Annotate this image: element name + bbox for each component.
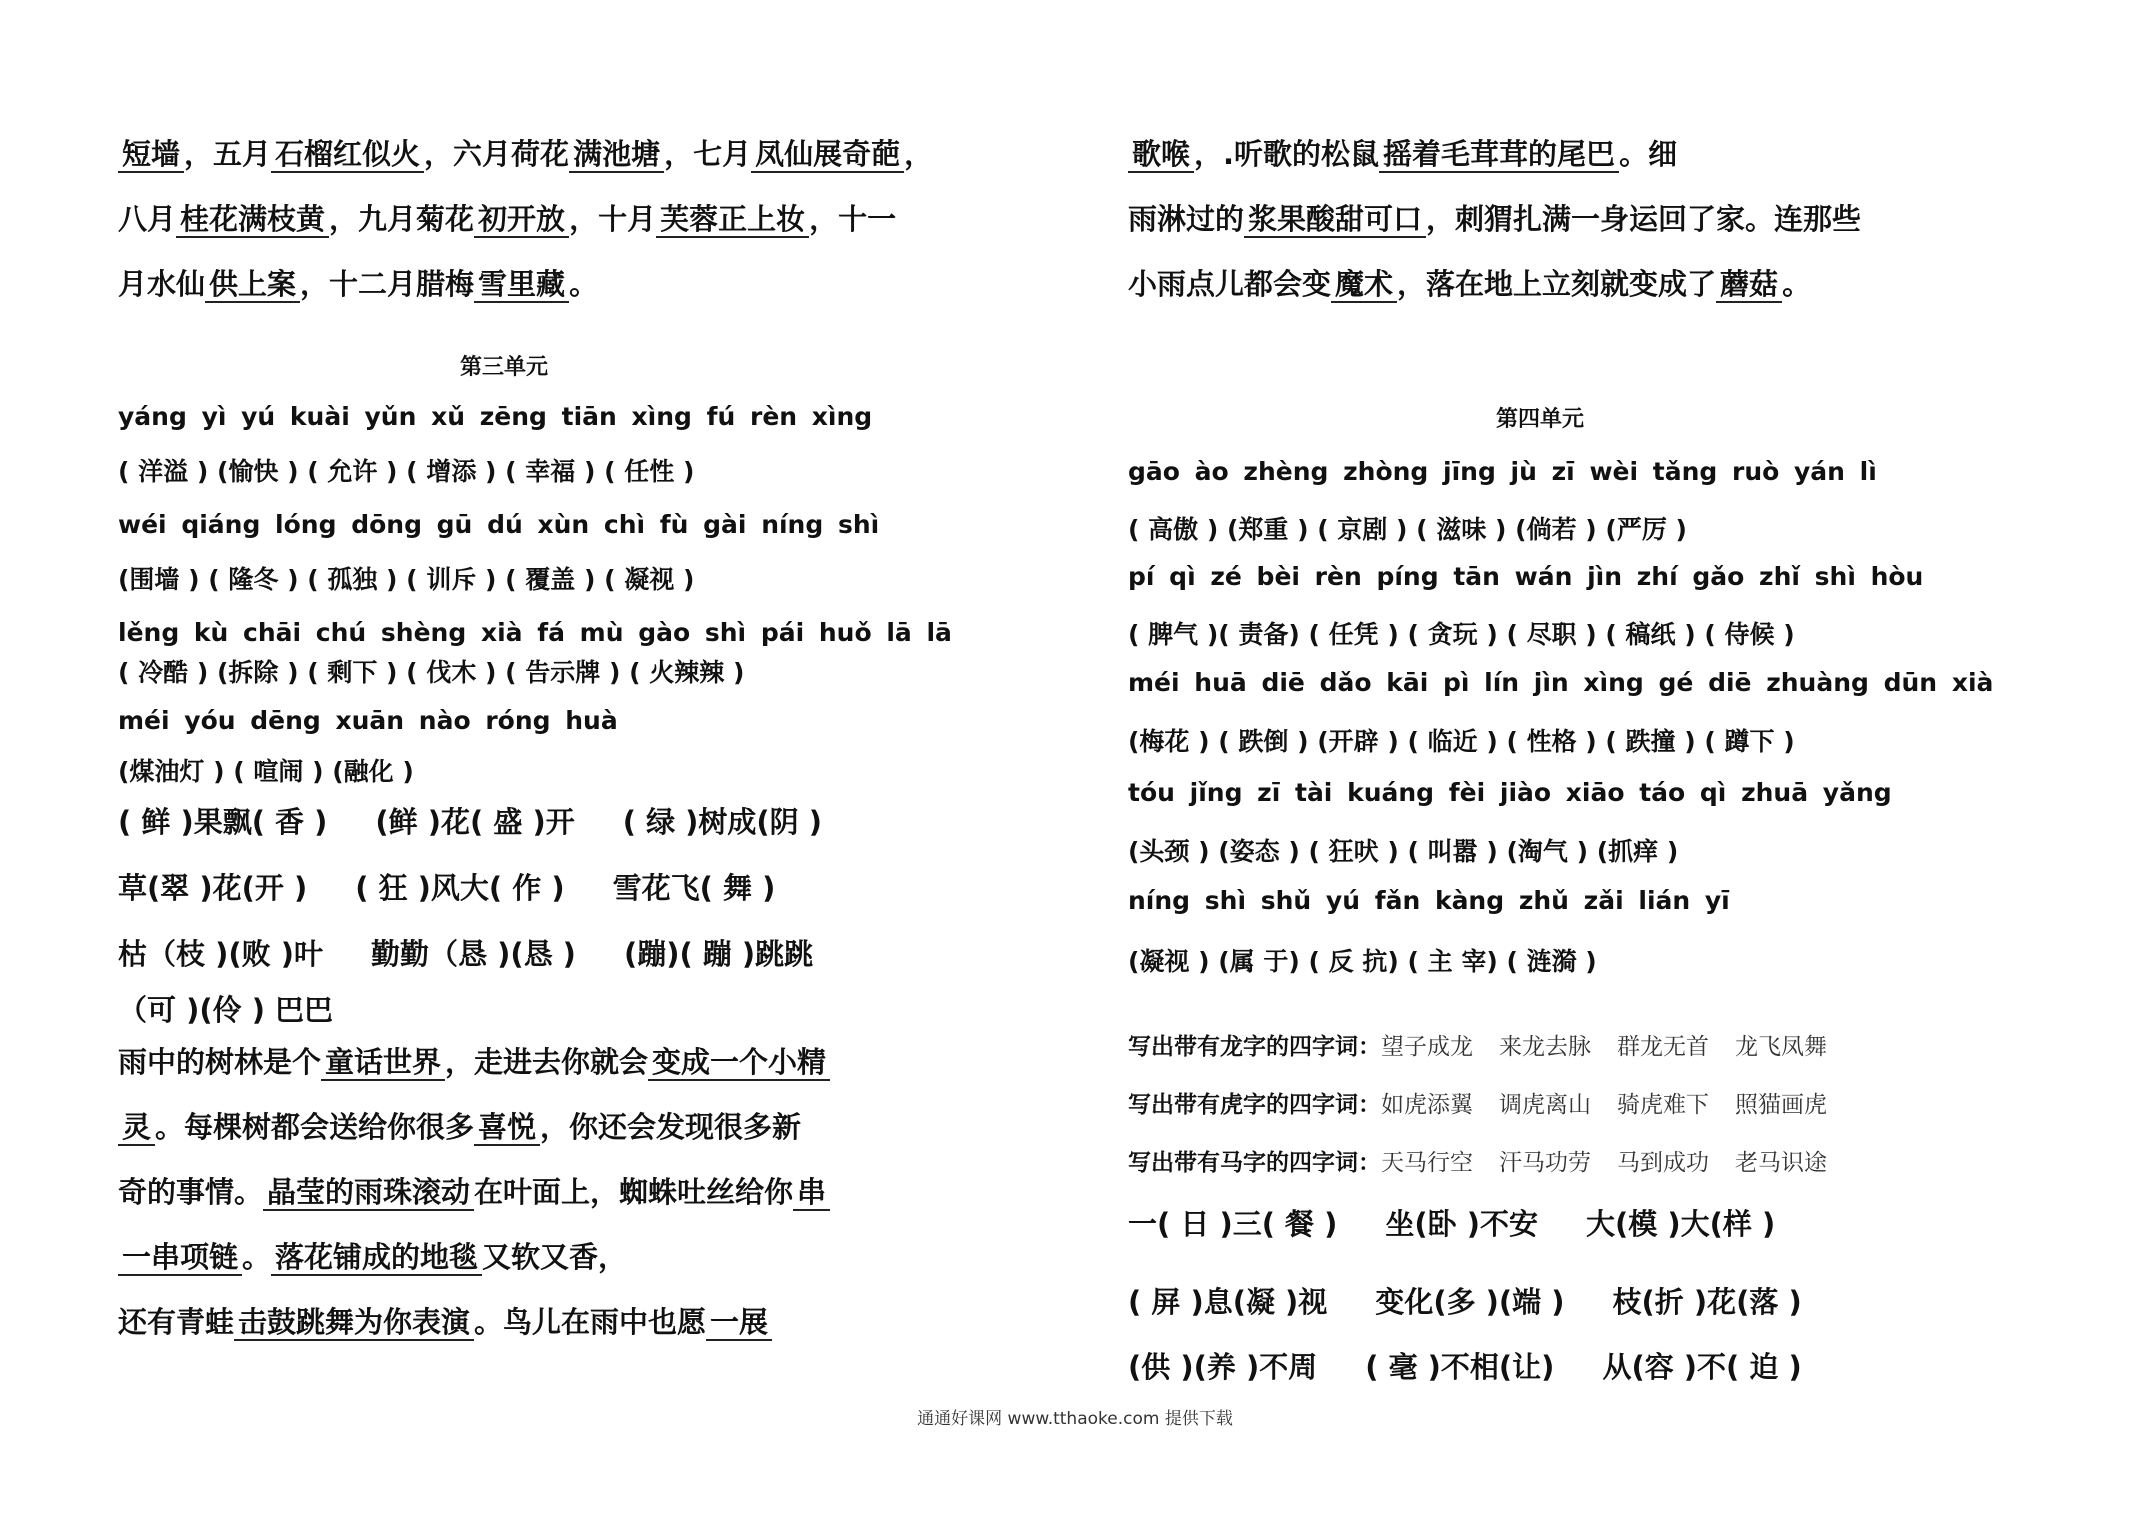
four-char-row	[1128, 1028, 1853, 1061]
answer-blank: 雪里藏	[474, 268, 569, 303]
passage-text: ，走进去你就会	[445, 1045, 649, 1079]
pinyin-row: tóu jǐng zī tài kuáng fèi jiào xiāo táo qì zhuā yǎng	[1128, 778, 1892, 807]
hanzi-row: ( 洋溢 ) (愉快 ) ( 允许 ) ( 增添 ) ( 幸福 ) ( 任性 )	[118, 457, 695, 486]
answer-blank: 蘑菇	[1716, 268, 1782, 303]
idiom-item: 大(模 )大(样 )	[1586, 1207, 1776, 1241]
four-char-word: 龙飞凤舞	[1735, 1034, 1827, 1060]
passage-text: ，九月菊花	[329, 202, 475, 236]
rain-line	[1128, 132, 1677, 173]
pinyin-row: méi huā diē dǎo kāi pì lín jìn xìng gé diē zhuàng dūn xià	[1128, 668, 1994, 697]
answer-blank: 供上案	[205, 268, 300, 303]
idiom-item: 一( 日 )三( 餐 )	[1128, 1207, 1338, 1241]
passage-text: ，.听歌的松鼠	[1194, 137, 1380, 171]
unit-three-title: 第三单元	[460, 355, 549, 380]
answer-blank: 一展	[706, 1306, 772, 1341]
pinyin-row: méi yóu dēng xuān nào róng huà	[118, 706, 618, 735]
passage-text: 。	[1782, 267, 1812, 301]
four-char-word: 望子成龙	[1381, 1034, 1473, 1060]
rainforest-line	[118, 1040, 830, 1081]
pinyin-row: níng shì shǔ yú fǎn kàng zhǔ zǎi lián yī	[1128, 886, 1730, 915]
hanzi-row: (梅花 ) ( 跌倒 ) (开辟 ) ( 临近 ) ( 性格 ) ( 跌撞 ) ( 蹲下 )	[1128, 727, 1795, 756]
idiom-item: ( 毫 )不相(让)	[1365, 1350, 1555, 1384]
hanzi-row: ( 冷酷 ) (拆除 ) ( 剩下 ) ( 伐木 ) ( 告示牌 ) ( 火辣辣 )	[118, 658, 745, 687]
passage-text: 雨中的树林是个	[118, 1045, 322, 1079]
passage-text: ，	[904, 137, 934, 171]
idiom-item: （可 )(伶 ) 巴巴	[118, 993, 334, 1027]
passage-text: 又软又香，	[482, 1240, 628, 1274]
answer-blank: 初开放	[474, 203, 569, 238]
hanzi-row: ( 脾气 )( 责备) ( 任凭 ) ( 贪玩 ) ( 尽职 ) ( 稿纸 ) ( 侍候 )	[1128, 620, 1795, 649]
passage-text: 在叶面上，蜘蛛吐丝给你	[474, 1175, 794, 1209]
hanzi-row: (煤油灯 ) ( 喧闹 ) (融化 )	[118, 757, 414, 786]
rain-line	[1128, 197, 1861, 238]
idiom-item: (供 )(养 )不周	[1128, 1350, 1318, 1384]
answer-blank: 摇着毛茸茸的尾巴	[1379, 138, 1619, 173]
passage-text: 八月	[118, 202, 177, 236]
answer-blank: 芙蓉正上妆	[656, 203, 809, 238]
idiom-item: 草(翠 )花(开 )	[118, 871, 308, 905]
months-line	[118, 197, 896, 238]
passage-text: 奇的事情。	[118, 1175, 264, 1209]
four-char-word: 老马识途	[1735, 1150, 1827, 1176]
answer-blank: 石榴红似火	[271, 138, 424, 173]
four-char-row	[1128, 1086, 1853, 1119]
four-char-word: 马到成功	[1617, 1150, 1709, 1176]
idiom-item: ( 绿 )树成(阴 )	[622, 805, 823, 839]
idiom-item: 坐(卧 )不安	[1385, 1207, 1539, 1241]
idiom-row	[1128, 1345, 1850, 1386]
idiom-item: 枝(折 )花(落 )	[1612, 1285, 1802, 1319]
passage-text: ，五月	[184, 137, 272, 171]
passage-text: 。鸟儿在雨中也愿	[474, 1305, 707, 1339]
four-char-label: 写出带有虎字的四字词：	[1128, 1092, 1381, 1118]
passage-text: 小雨点儿都会变	[1128, 267, 1332, 301]
rain-line	[1128, 262, 1811, 303]
passage-text: 月水仙	[118, 267, 206, 301]
answer-blank: 凤仙展奇葩	[751, 138, 904, 173]
hanzi-row: (围墙 ) ( 隆冬 ) ( 孤独 ) ( 训斥 ) ( 覆盖 ) ( 凝视 )	[118, 565, 695, 594]
idiom-item: ( 鲜 )果飘( 香 )	[118, 805, 328, 839]
idiom-item: ( 屏 )息(凝 )视	[1128, 1285, 1328, 1319]
answer-blank: 满池塘	[569, 138, 664, 173]
idiom-item: ( 狂 )风大( 作 )	[355, 871, 565, 905]
four-char-label: 写出带有马字的四字词：	[1128, 1150, 1381, 1176]
rainforest-line	[118, 1105, 801, 1146]
answer-blank: 击鼓跳舞为你表演	[234, 1306, 474, 1341]
passage-text: 。细	[1619, 137, 1678, 171]
answer-blank: 桂花满枝黄	[176, 203, 329, 238]
footer-credit: 通通好课网 www.tthaoke.com 提供下载	[917, 1409, 1233, 1429]
passage-text: 。	[242, 1240, 272, 1274]
rainforest-line	[118, 1235, 627, 1276]
passage-text: ，你还会发现很多新	[540, 1110, 802, 1144]
answer-blank: 变成一个小精	[648, 1046, 830, 1081]
four-char-word: 来龙去脉	[1499, 1034, 1591, 1060]
months-line	[118, 262, 598, 303]
passage-text: 。每棵树都会送给你很多	[155, 1110, 475, 1144]
idiom-row	[118, 800, 870, 841]
pinyin-row: wéi qiáng lóng dōng gū dú xùn chì fù gài níng shì	[118, 510, 880, 539]
answer-blank: 短墙	[118, 138, 184, 173]
rainforest-line	[118, 1170, 830, 1211]
idiom-item: 变化(多 )(端 )	[1375, 1285, 1565, 1319]
answer-blank: 晶莹的雨珠滚动	[263, 1176, 474, 1211]
passage-text: ，刺猬扎满一身运回了家。连那些	[1426, 202, 1862, 236]
four-char-word: 群龙无首	[1617, 1034, 1709, 1060]
idiom-item: 勤勤（恳 )(恳 )	[370, 937, 576, 971]
idiom-row	[118, 866, 823, 907]
four-char-word: 骑虎难下	[1617, 1092, 1709, 1118]
idiom-item: (蹦)( 蹦 )跳跳	[623, 937, 814, 971]
pinyin-row: yáng yì yú kuài yǔn xǔ zēng tiān xìng fú rèn xìng	[118, 402, 873, 431]
months-line	[118, 132, 933, 173]
hanzi-row: (凝视 ) (属 于) ( 反 抗) ( 主 宰) ( 涟漪 )	[1128, 947, 1597, 976]
passage-text: 雨淋过的	[1128, 202, 1245, 236]
pinyin-row: pí qì zé bèi rèn píng tān wán jìn zhí gǎo zhǐ shì hòu	[1128, 562, 1924, 591]
four-char-word: 调虎离山	[1499, 1092, 1591, 1118]
four-char-word: 如虎添翼	[1381, 1092, 1473, 1118]
answer-blank: 灵	[118, 1111, 155, 1146]
hanzi-row: ( 高傲 ) (郑重 ) ( 京剧 ) ( 滋味 ) (倘若 ) (严厉 )	[1128, 515, 1687, 544]
idiom-row	[118, 988, 381, 1029]
answer-blank: 浆果酸甜可口	[1244, 203, 1426, 238]
idiom-row	[1128, 1202, 1823, 1243]
passage-text: ，十一	[809, 202, 897, 236]
passage-text: ，十月	[569, 202, 657, 236]
passage-text: ，六月荷花	[424, 137, 570, 171]
four-char-word: 照猫画虎	[1735, 1092, 1827, 1118]
answer-blank: 落花铺成的地毯	[271, 1241, 482, 1276]
hanzi-row: (头颈 ) (姿态 ) ( 狂吠 ) ( 叫嚣 ) (淘气 ) (抓痒 )	[1128, 837, 1679, 866]
answer-blank: 喜悦	[474, 1111, 540, 1146]
idiom-item: 雪花飞( 舞 )	[612, 871, 776, 905]
answer-blank: 串	[793, 1176, 830, 1211]
idiom-item: (鲜 )花( 盛 )开	[375, 805, 575, 839]
pinyin-row: lěng kù chāi chú shèng xià fá mù gào shì pái huǒ lā lā	[118, 618, 952, 647]
idiom-item: 从(容 )不( 迫 )	[1602, 1350, 1802, 1384]
answer-blank: 魔术	[1331, 268, 1397, 303]
answer-blank: 歌喉	[1128, 138, 1194, 173]
passage-text: 还有青蛙	[118, 1305, 235, 1339]
idiom-row	[1128, 1280, 1850, 1321]
passage-text: ，十二月腊梅	[300, 267, 475, 301]
idiom-row	[118, 932, 861, 973]
four-char-label: 写出带有龙字的四字词：	[1128, 1034, 1381, 1060]
pinyin-row: gāo ào zhèng zhòng jīng jù zī wèi tǎng ruò yán lì	[1128, 457, 1877, 486]
four-char-word: 汗马功劳	[1499, 1150, 1591, 1176]
passage-text: ，落在地上立刻就变成了	[1397, 267, 1717, 301]
rainforest-line	[118, 1300, 772, 1341]
unit-four-title: 第四单元	[1496, 407, 1585, 432]
idiom-item: 枯（枝 )(败 )叶	[118, 937, 323, 971]
four-char-word: 天马行空	[1381, 1150, 1473, 1176]
four-char-row	[1128, 1144, 1853, 1177]
passage-text: ，七月	[664, 137, 752, 171]
passage-text: 。	[569, 267, 599, 301]
answer-blank: 一串项链	[118, 1241, 242, 1276]
answer-blank: 童话世界	[321, 1046, 445, 1081]
